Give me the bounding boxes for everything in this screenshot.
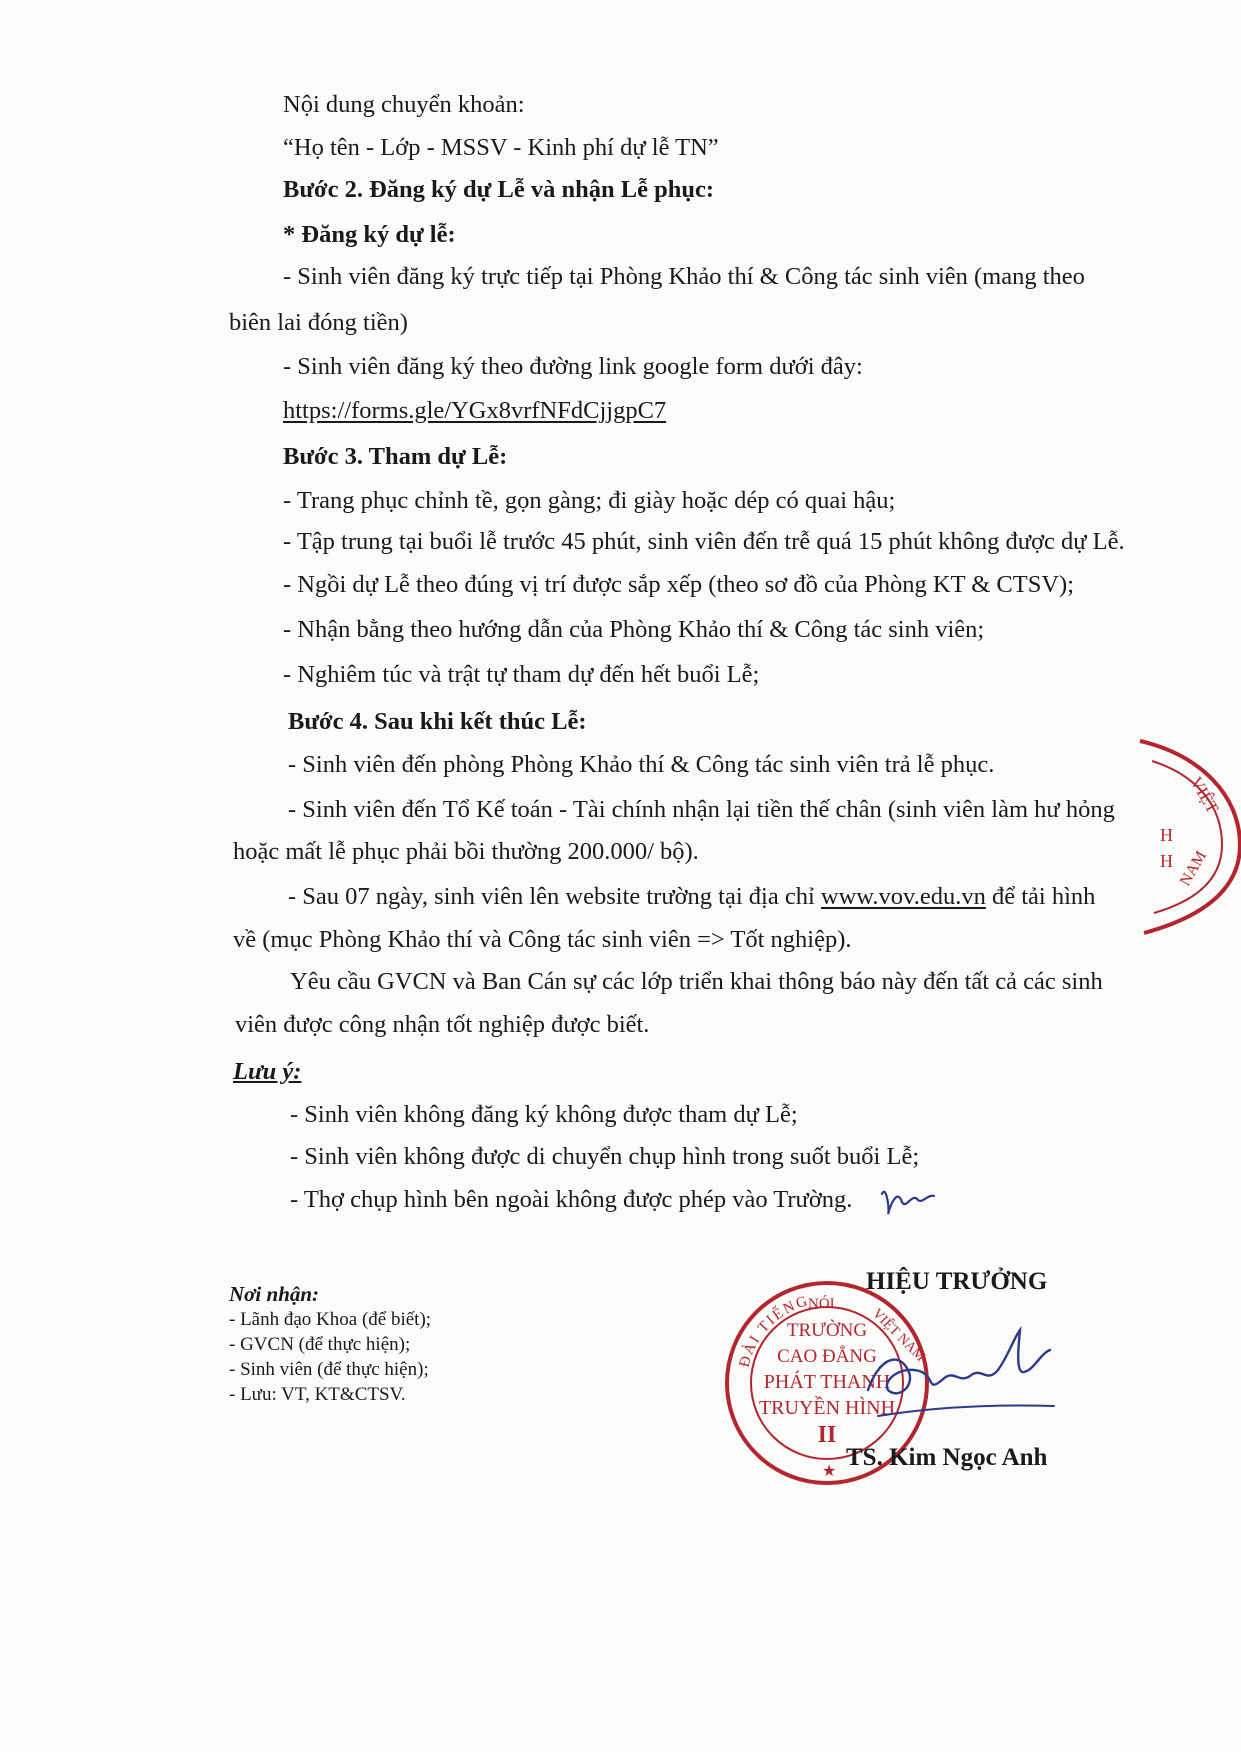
register-direct-line: - Sinh viên đăng ký trực tiếp tại Phòng Khảo thí & Công tác sinh viên (mang theo bbox=[283, 263, 1085, 290]
recipient-item: - Lưu: VT, KT&CTSV. bbox=[229, 1384, 406, 1405]
request-paragraph-cont: viên được công nhận tốt nghiệp được biết. bbox=[235, 1011, 650, 1038]
seal-line: TRƯỜNG bbox=[786, 1320, 868, 1341]
step-4-item: - Sinh viên đến Tổ Kế toán - Tài chính nhận lại tiền thế chân (sinh viên làm hư hỏng bbox=[288, 796, 1115, 823]
seal-arc-top: NÓI bbox=[808, 1296, 835, 1312]
website-text-pre: - Sau 07 ngày, sinh viên lên website trường tại địa chỉ bbox=[288, 883, 821, 910]
step-3-item: - Ngồi dự Lễ theo đúng vị trí được sắp xếp (theo sơ đồ của Phòng KT & CTSV); bbox=[283, 571, 1074, 598]
signer-name: TS. Kim Ngọc Anh bbox=[846, 1444, 1048, 1471]
recipient-item: - Sinh viên (để thực hiện); bbox=[229, 1359, 429, 1380]
note-heading: Lưu ý: bbox=[233, 1058, 302, 1085]
step-4-item bbox=[288, 882, 1095, 912]
step-3-heading: Bước 3. Tham dự Lễ: bbox=[283, 443, 508, 470]
transfer-content-format: “Họ tên - Lớp - MSSV - Kinh phí dự lễ TN” bbox=[283, 134, 719, 161]
step-4-item-cont: hoặc mất lễ phục phải bồi thường 200.000/ bộ). bbox=[233, 838, 699, 865]
request-paragraph: Yêu cầu GVCN và Ban Cán sự các lớp triển khai thông báo này đến tất cả các sinh bbox=[290, 968, 1103, 995]
step-3-item: - Tập trung tại buổi lễ trước 45 phút, sinh viên đến trễ quá 15 phút không được dự Lễ. bbox=[283, 528, 1125, 555]
handwritten-signature bbox=[858, 1320, 1058, 1430]
seal-line: TRUYỀN HÌNH bbox=[758, 1397, 896, 1419]
seal-arc-left: ĐÀI TIẾNG bbox=[736, 1293, 812, 1370]
register-direct-line-cont: biên lai đóng tiền) bbox=[229, 309, 408, 336]
step-2-heading: Bước 2. Đăng ký dự Lễ và nhận Lễ phục: bbox=[283, 176, 714, 203]
partial-stamp-edge bbox=[1130, 735, 1241, 935]
seal-star-icon: ★ bbox=[822, 1463, 837, 1480]
step-4-heading: Bước 4. Sau khi kết thúc Lễ: bbox=[288, 708, 587, 735]
note-item: - Thợ chụp hình bên ngoài không được phép vào Trường. bbox=[290, 1186, 853, 1213]
step-3-item: - Trang phục chỉnh tề, gọn gàng; đi giày hoặc dép có quai hậu; bbox=[283, 487, 896, 514]
recipient-item: - GVCN (để thực hiện); bbox=[229, 1334, 411, 1355]
stamp-edge-text-bottom: NAM bbox=[1176, 848, 1211, 889]
seal-line: PHÁT THANH bbox=[763, 1371, 891, 1393]
step-3-item: - Nghiêm túc và trật tự tham dự đến hết buổi Lễ; bbox=[283, 661, 760, 688]
stamp-edge-text: H bbox=[1160, 825, 1173, 845]
step-3-item: - Nhận bằng theo hướng dẫn của Phòng Khảo thí & Công tác sinh viên; bbox=[283, 616, 985, 643]
signer-title: HIỆU TRƯỞNG bbox=[866, 1268, 1048, 1295]
registration-heading: * Đăng ký dự lễ: bbox=[283, 221, 456, 248]
register-online-line: - Sinh viên đăng ký theo đường link google form dưới đây: bbox=[283, 353, 863, 380]
recipients-heading: Nơi nhận: bbox=[229, 1282, 320, 1306]
recipients-block bbox=[229, 1282, 431, 1407]
recipient-item: - Lãnh đạo Khoa (để biết); bbox=[229, 1309, 432, 1330]
website-link[interactable]: www.vov.edu.vn bbox=[820, 883, 986, 910]
website-text-post: để tải hình bbox=[985, 883, 1096, 910]
initials-signature bbox=[878, 1180, 938, 1220]
transfer-content-label: Nội dung chuyển khoản: bbox=[283, 91, 525, 118]
note-item: - Sinh viên không được di chuyển chụp hình trong suốt buổi Lễ; bbox=[290, 1143, 920, 1170]
stamp-edge-text-top: VIỆT bbox=[1186, 773, 1223, 817]
stamp-edge-text: H bbox=[1160, 851, 1173, 871]
step-4-item-cont: về (mục Phòng Khảo thí và Công tác sinh viên => Tốt nghiệp). bbox=[233, 926, 852, 953]
seal-line: CAO ĐẲNG bbox=[777, 1346, 877, 1367]
step-4-item: - Sinh viên đến phòng Phòng Khảo thí & Công tác sinh viên trả lễ phục. bbox=[288, 751, 995, 778]
note-item: - Sinh viên không đăng ký không được tham dự Lễ; bbox=[290, 1101, 798, 1128]
google-form-link[interactable]: https://forms.gle/YGx8vrfNFdCjjgpC7 bbox=[283, 397, 667, 424]
seal-line: II bbox=[817, 1422, 837, 1448]
seal-arc-right: VIỆT NAM bbox=[869, 1306, 928, 1365]
